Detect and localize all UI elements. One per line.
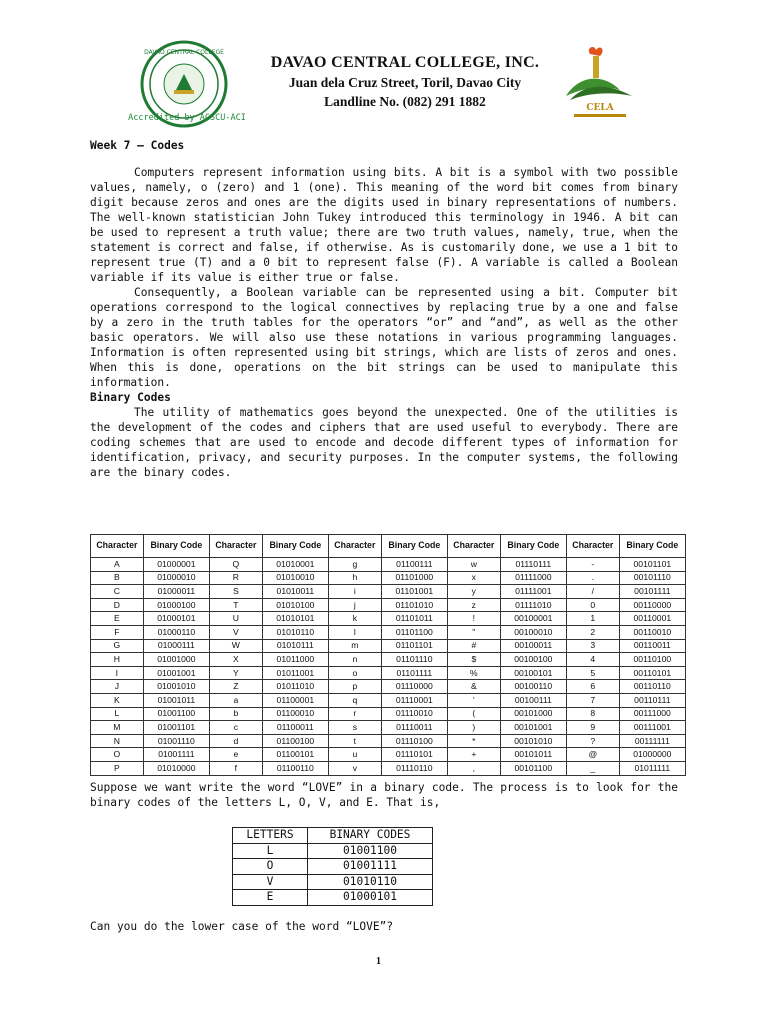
table-cell: i (328, 585, 381, 599)
table-cell: G (91, 639, 144, 653)
table-cell: 01100010 (262, 707, 328, 721)
table-cell: * (447, 734, 500, 748)
table-cell: 01110100 (381, 734, 447, 748)
table-cell: ! (447, 612, 500, 626)
table-cell: 00111000 (619, 707, 685, 721)
table-row (91, 721, 686, 735)
table-cell: " (447, 625, 500, 639)
table-cell: 00110101 (619, 666, 685, 680)
table-row (91, 598, 686, 612)
table-cell: D (91, 598, 144, 612)
table-cell: 01000001 (143, 558, 209, 572)
table-cell: ( (447, 707, 500, 721)
page-number: 1 (376, 956, 381, 967)
table-row (91, 666, 686, 680)
table-row (233, 890, 433, 906)
table-row (91, 734, 686, 748)
table-row (91, 625, 686, 639)
table-cell: 00101010 (500, 734, 566, 748)
table-cell: q (328, 693, 381, 707)
table-cell: % (447, 666, 500, 680)
column-header: Character (566, 535, 619, 558)
table-cell: 01011010 (262, 680, 328, 694)
table-cell: N (91, 734, 144, 748)
accreditation-text: Accredited by ACSCU-ACI (128, 113, 246, 123)
table-cell: 01001010 (143, 680, 209, 694)
table-cell: 4 (566, 653, 619, 667)
column-header: Character (91, 535, 144, 558)
week-title: Week 7 – Codes (90, 139, 185, 152)
table-row (91, 653, 686, 667)
table-cell: n (328, 653, 381, 667)
table-cell: M (91, 721, 144, 735)
table-cell: _ (566, 761, 619, 775)
table-cell: 01011000 (262, 653, 328, 667)
section-title: Binary Codes (90, 391, 171, 404)
table-row (91, 707, 686, 721)
table-cell: 01000010 (143, 571, 209, 585)
table-cell: 01100111 (381, 558, 447, 572)
love-example-paragraph: Suppose we want write the word “LOVE” in a binary code. The process is to look for the binary codes of the letters L, O, V, and E. That is, (90, 781, 678, 809)
table-cell: A (91, 558, 144, 572)
table-cell: Z (209, 680, 262, 694)
table-cell: 8 (566, 707, 619, 721)
table-cell: 01010001 (262, 558, 328, 572)
table-cell: ' (447, 693, 500, 707)
college-info (230, 54, 580, 110)
table-cell: 00101101 (619, 558, 685, 572)
table-cell: 00110011 (619, 639, 685, 653)
table-cell: E (91, 612, 144, 626)
table-cell: 00101000 (500, 707, 566, 721)
column-header: Binary Code (262, 535, 328, 558)
column-header: LETTERS (233, 828, 308, 844)
table-cell: 3 (566, 639, 619, 653)
table-cell: L (91, 707, 144, 721)
table-cell: 01001111 (308, 859, 433, 875)
table-cell: o (328, 666, 381, 680)
table-cell: 6 (566, 680, 619, 694)
table-cell: O (233, 859, 308, 875)
table-cell: 01010010 (262, 571, 328, 585)
column-header: Binary Code (143, 535, 209, 558)
table-cell: y (447, 585, 500, 599)
svg-text:CELA: CELA (586, 103, 614, 113)
table-cell: r (328, 707, 381, 721)
table-cell: s (328, 721, 381, 735)
table-cell: 01111010 (500, 598, 566, 612)
column-header: Character (447, 535, 500, 558)
table-cell: 01110010 (381, 707, 447, 721)
table-cell: 00110010 (619, 625, 685, 639)
table-row (91, 571, 686, 585)
table-cell: V (233, 874, 308, 890)
table-cell: 00100010 (500, 625, 566, 639)
table-cell: ? (566, 734, 619, 748)
table-cell: V (209, 625, 262, 639)
table-cell: v (328, 761, 381, 775)
table-cell: Q (209, 558, 262, 572)
table-cell: O (91, 748, 144, 762)
table-cell: z (447, 598, 500, 612)
table-cell: 7 (566, 693, 619, 707)
table-cell: 01101100 (381, 625, 447, 639)
table-row (91, 558, 686, 572)
table-cell: 01000100 (143, 598, 209, 612)
table-cell: & (447, 680, 500, 694)
table-cell: $ (447, 653, 500, 667)
table-cell: F (91, 625, 144, 639)
table-cell: 01100110 (262, 761, 328, 775)
table-cell: 01110111 (500, 558, 566, 572)
table-cell: 01100011 (262, 721, 328, 735)
table-cell: 01101110 (381, 653, 447, 667)
table-cell: U (209, 612, 262, 626)
table-cell: E (233, 890, 308, 906)
table-cell: 01010110 (308, 874, 433, 890)
table-cell: 00110110 (619, 680, 685, 694)
table-cell: g (328, 558, 381, 572)
table-cell: 00100100 (500, 653, 566, 667)
table-cell: 00100111 (500, 693, 566, 707)
college-name: DAVAO CENTRAL COLLEGE, INC. (270, 54, 540, 71)
column-header: Binary Code (619, 535, 685, 558)
college-landline: Landline No. (082) 291 1882 (324, 94, 486, 109)
table-cell: m (328, 639, 381, 653)
table-cell: B (91, 571, 144, 585)
table-cell: 01010100 (262, 598, 328, 612)
table-cell: 00100011 (500, 639, 566, 653)
table-cell: 00110000 (619, 598, 685, 612)
table-row (91, 585, 686, 599)
table-cell: . (566, 571, 619, 585)
table-cell: 01111001 (500, 585, 566, 599)
table-cell: 00111111 (619, 734, 685, 748)
table-cell: 01100100 (262, 734, 328, 748)
table-cell: W (209, 639, 262, 653)
table-cell: X (209, 653, 262, 667)
table-cell: 00110001 (619, 612, 685, 626)
table-cell: 01000111 (143, 639, 209, 653)
table-cell: 00101001 (500, 721, 566, 735)
table-cell: L (233, 843, 308, 859)
table-cell: k (328, 612, 381, 626)
table-cell: 01000101 (143, 612, 209, 626)
table-cell: l (328, 625, 381, 639)
table-cell: R (209, 571, 262, 585)
table-cell: u (328, 748, 381, 762)
table-cell: 01111000 (500, 571, 566, 585)
table-cell: 01000110 (143, 625, 209, 639)
table-cell: J (91, 680, 144, 694)
table-cell: 00101011 (500, 748, 566, 762)
page-header (0, 0, 768, 130)
table-cell: H (91, 653, 144, 667)
table-cell: 01001000 (143, 653, 209, 667)
table-cell: 00101110 (619, 571, 685, 585)
table-cell: 01101111 (381, 666, 447, 680)
table-cell: I (91, 666, 144, 680)
table-cell: x (447, 571, 500, 585)
table-row (233, 859, 433, 875)
table-cell: T (209, 598, 262, 612)
table-cell: S (209, 585, 262, 599)
table-cell: 01110110 (381, 761, 447, 775)
college-address: Juan dela Cruz Street, Toril, Davao City (288, 75, 522, 90)
table-cell: 00100001 (500, 612, 566, 626)
table-cell: d (209, 734, 262, 748)
question-text: Can you do the lower case of the word “LOVE”? (90, 920, 394, 933)
binary-codes-paragraph: The utility of mathematics goes beyond the unexpected. One of the utilities is the development of the codes and ciphers that are used useful to everybody. There are coding schemes that are used to encode and decode different types of information for identification, privacy, and security purposes. In the computer systems, the following are the binary codes. (90, 406, 678, 479)
table-cell: 01010000 (143, 761, 209, 775)
table-cell: 01100101 (262, 748, 328, 762)
column-header: Character (209, 535, 262, 558)
table-cell: c (209, 721, 262, 735)
column-header: Binary Code (381, 535, 447, 558)
cela-logo-icon (560, 44, 638, 124)
table-cell: 01101101 (381, 639, 447, 653)
table-cell: 01001100 (143, 707, 209, 721)
table-cell: b (209, 707, 262, 721)
table-cell: 01010101 (262, 612, 328, 626)
love-code-table (232, 827, 433, 906)
table-cell: + (447, 748, 500, 762)
table-cell: Y (209, 666, 262, 680)
table-row (91, 680, 686, 694)
column-header: BINARY CODES (308, 828, 433, 844)
table-row (233, 874, 433, 890)
table-cell: 01101001 (381, 585, 447, 599)
table-cell: j (328, 598, 381, 612)
table-cell: h (328, 571, 381, 585)
column-header: Character (328, 535, 381, 558)
table-cell: 00111001 (619, 721, 685, 735)
table-cell: f (209, 761, 262, 775)
table-cell: 2 (566, 625, 619, 639)
table-cell: C (91, 585, 144, 599)
table-cell: t (328, 734, 381, 748)
table-cell: p (328, 680, 381, 694)
table-cell: 01000101 (308, 890, 433, 906)
table-cell: 00101111 (619, 585, 685, 599)
table-row (91, 748, 686, 762)
column-header: Binary Code (500, 535, 566, 558)
table-header-row (233, 828, 433, 844)
table-cell: , (447, 761, 500, 775)
table-cell: 01110001 (381, 693, 447, 707)
table-cell: 01001001 (143, 666, 209, 680)
table-cell: 00110100 (619, 653, 685, 667)
table-cell: 01110000 (381, 680, 447, 694)
table-cell: 5 (566, 666, 619, 680)
table-cell: e (209, 748, 262, 762)
intro-paragraph: Computers represent information using bits. A bit is a symbol with two possible values, namely, o (zero) and 1 (one). This meaning of the word bit comes from binary digit because zeros and ones are the digits used in binary representations of numbers. The well-known statistician John Tukey introduced this terminology in 1946. A bit can be used to represent a truth value; there are two truth values, namely, true, when the statement is correct and false, if otherwise. As is customarily done, we use a 1 bit to represent true (T) and a 0 bit to represent false (F). A variable is called a Boolean variable if its value is either true or false. (90, 166, 678, 284)
table-cell: 01000011 (143, 585, 209, 599)
table-cell: 01001111 (143, 748, 209, 762)
table-cell: 00110111 (619, 693, 685, 707)
table-cell: P (91, 761, 144, 775)
table-cell: a (209, 693, 262, 707)
table-cell: 00101100 (500, 761, 566, 775)
table-cell: 01001100 (308, 843, 433, 859)
table-row (91, 612, 686, 626)
table-cell: 01011111 (619, 761, 685, 775)
table-row (91, 693, 686, 707)
boolean-paragraph: Consequently, a Boolean variable can be represented using a bit. Computer bit operations correspond to the logical connectives by replacing true by a one and false by a zero in the truth tables for the operators “or” and “and”, as well as the other basic operators. We will also use these notations in various programming languages. Information is often represented using bit strings, which are lists of zeros and ones. When this is done, operations on the bit strings can be used to manipulate this information. (90, 286, 678, 389)
table-cell: 01101000 (381, 571, 447, 585)
table-cell: 01011001 (262, 666, 328, 680)
table-cell: 01101011 (381, 612, 447, 626)
table-row (91, 639, 686, 653)
table-cell: @ (566, 748, 619, 762)
table-cell: 01001110 (143, 734, 209, 748)
table-cell: - (566, 558, 619, 572)
table-cell: w (447, 558, 500, 572)
table-cell: 01001101 (143, 721, 209, 735)
table-row (233, 843, 433, 859)
table-cell: 00100101 (500, 666, 566, 680)
main-content (90, 134, 678, 480)
table-cell: ) (447, 721, 500, 735)
table-cell: 0 (566, 598, 619, 612)
svg-text:DAVAO CENTRAL COLLEGE: DAVAO CENTRAL COLLEGE (144, 49, 224, 56)
table-cell: K (91, 693, 144, 707)
table-header-row (91, 535, 686, 558)
table-cell: 01000000 (619, 748, 685, 762)
table-cell: 01101010 (381, 598, 447, 612)
table-cell: 01110011 (381, 721, 447, 735)
table-cell: 01100001 (262, 693, 328, 707)
table-cell: 01110101 (381, 748, 447, 762)
table-cell: 01010011 (262, 585, 328, 599)
table-cell: 9 (566, 721, 619, 735)
table-cell: 1 (566, 612, 619, 626)
table-cell: 01001011 (143, 693, 209, 707)
table-row (91, 761, 686, 775)
table-cell: 00100110 (500, 680, 566, 694)
binary-code-table (90, 534, 686, 776)
table-cell: 01010110 (262, 625, 328, 639)
table-cell: / (566, 585, 619, 599)
table-cell: # (447, 639, 500, 653)
after-table-text (90, 780, 678, 810)
table-cell: 01010111 (262, 639, 328, 653)
